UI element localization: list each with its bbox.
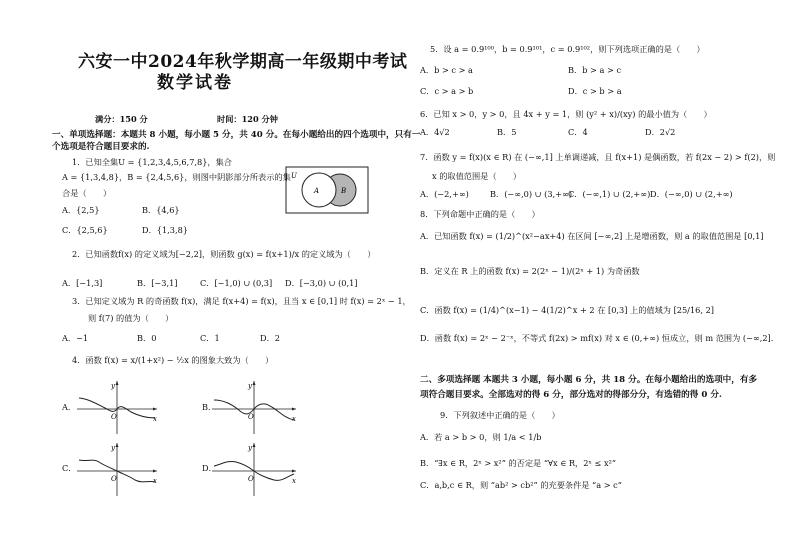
q6-option-b[interactable]: B．5: [497, 127, 517, 137]
q5-option-d[interactable]: D．c > b > a: [568, 86, 622, 96]
exam-time: 时间：120 分钟: [217, 114, 278, 124]
q1-stem: 1．已知全集U = {1,2,3,4,5,6,7,8}，集合: [72, 157, 232, 167]
q7-option-d[interactable]: D．(−∞,0) ∪ (2,+∞): [650, 189, 733, 199]
q4-graph-d[interactable]: [210, 440, 300, 498]
svg-text:O: O: [111, 413, 117, 421]
svg-text:y: y: [111, 444, 115, 452]
q4-option-c[interactable]: C．: [62, 463, 77, 473]
q1-option-d[interactable]: D．{1,3,8}: [142, 225, 189, 235]
venn-diagram: [285, 166, 369, 214]
q5-option-a[interactable]: A．b > c > a: [420, 65, 473, 75]
section1-heading-cont: 个选项是符合题目要求的.: [52, 142, 150, 152]
q6-option-c[interactable]: C．4: [568, 127, 588, 137]
q4-stem: 4．函数 f(x) = x/(1+x²) − ½x 的图象大致为（ ）: [72, 355, 274, 365]
q2-option-d[interactable]: D．[−3,0) ∪ (0,1]: [285, 278, 358, 288]
q2-option-a[interactable]: A．[−1,3]: [62, 278, 103, 288]
q4-graph-a[interactable]: [75, 378, 160, 436]
q8-option-a[interactable]: A．已知函数 f(x) = (1/2)^(x²−ax+4) 在区间 [−∞,2] 上是增函数，则 a 的取值范围是 [0,1]: [420, 231, 764, 241]
q4-option-b[interactable]: B．: [202, 402, 217, 412]
q8-option-c[interactable]: C．函数 f(x) = (1/4)^(x−1) − 4(1/2)^x + 2 在 [0,3] 上的值域为 [25/16, 2]: [420, 305, 714, 315]
svg-text:y: y: [248, 382, 252, 390]
svg-text:x: x: [292, 415, 296, 423]
venn-label-b: B: [341, 187, 347, 195]
section2-heading-cont: 项符合题目要求。全部选对的得 6 分，部分选对的得部分分，有选错的得 0 分.: [420, 390, 722, 400]
venn-label-u: U: [291, 172, 297, 180]
svg-text:x: x: [153, 477, 157, 485]
q7-option-b[interactable]: B．(−∞,0) ∪ (3,+∞): [490, 189, 573, 199]
q2-stem: 2．已知函数f(x) 的定义域为[−2,2]，则函数 g(x) = f(x+1)/x 的定义域为（ ）: [72, 249, 376, 259]
q4-graph-c[interactable]: [75, 440, 160, 498]
q2-option-b[interactable]: B．[−3,1]: [137, 278, 178, 288]
section2-heading: 二、多项选择题 本题共 3 小题，每小题 6 分，共 18 分。在每小题给出的选项中，有多: [420, 375, 758, 385]
q8-option-b[interactable]: B．定义在 R 上的函数 f(x) = 2(2ˣ − 1)/(2ˣ + 1) 为奇函数: [420, 266, 640, 276]
q3-option-b[interactable]: B．0: [137, 333, 157, 343]
svg-text:O: O: [248, 413, 254, 421]
q3-option-d[interactable]: D．2: [260, 333, 280, 343]
q4-option-a[interactable]: A．: [62, 402, 77, 412]
q1-option-a[interactable]: A．{2,5}: [62, 205, 100, 215]
q2-option-c[interactable]: C．[−1,0) ∪ (0,3]: [200, 278, 273, 288]
full-score: 满分：150 分: [95, 114, 148, 124]
q4-option-d[interactable]: D．: [202, 463, 217, 473]
section1-heading: 一、单项选择题：本题共 8 小题，每小题 5 分，共 40 分。在每小题给出的四个选项中，只有一: [52, 130, 421, 140]
svg-text:O: O: [248, 475, 254, 483]
q1-option-b[interactable]: B．{4,6}: [142, 205, 180, 215]
q3-stem-2: 则 f(7) 的值为（ ）: [88, 313, 174, 323]
q3-option-a[interactable]: A．−1: [62, 333, 89, 343]
q7-option-a[interactable]: A．(−2,+∞): [420, 189, 469, 199]
svg-text:x: x: [292, 477, 296, 485]
q9-option-b[interactable]: B．“∃x ∈ R，2ˣ > x²” 的否定是 “∀x ∈ R，2ˣ ≤ x²”: [420, 458, 617, 468]
q1-stem-3: 合是（ ）: [62, 188, 112, 198]
svg-text:y: y: [248, 444, 252, 452]
q6-option-a[interactable]: A．4√2: [420, 127, 450, 137]
svg-text:y: y: [111, 382, 115, 390]
q7-option-c[interactable]: C．(−∞,1) ∪ (2,+∞): [568, 189, 651, 199]
q5-stem: 5．设 a = 0.9¹⁰⁰，b = 0.9¹⁰¹，c = 0.9¹⁰²，则下列选项正确的是（ ）: [430, 44, 705, 54]
q1-option-c[interactable]: C．{2,5,6}: [62, 225, 108, 235]
q5-option-b[interactable]: B．b > a > c: [568, 65, 622, 75]
q3-stem: 3．已知定义域为 R 的奇函数 f(x)，满足 f(x+4) = f(x)，且当 x ∈ [0,1] 时 f(x) = 2ˣ − 1，: [72, 296, 411, 306]
q7-stem: 7．函数 y = f(x)(x ∈ R) 在 (−∞,1] 上单调递减，且 f(x+1) 是偶函数，若 f(2x − 2) > f(2)，则: [420, 152, 776, 162]
q5-option-c[interactable]: C．c > a > b: [420, 86, 474, 96]
svg-text:x: x: [153, 415, 157, 423]
q6-option-d[interactable]: D．2√2: [645, 127, 676, 137]
q3-option-c[interactable]: C．1: [200, 333, 220, 343]
q8-stem: 8．下列命题中正确的是（ ）: [420, 209, 540, 219]
q7-stem-2: x 的取值范围是（ ）: [432, 171, 522, 181]
q4-graph-b[interactable]: [210, 378, 300, 436]
q9-stem: 9．下列叙述中正确的是（ ）: [440, 410, 560, 420]
q9-option-a[interactable]: A．若 a > b > 0，则 1/a < 1/b: [420, 432, 542, 442]
svg-text:O: O: [111, 475, 117, 483]
exam-subtitle: 数学试卷: [157, 73, 233, 93]
q8-option-d[interactable]: D．函数 f(x) = 2ˣ − 2⁻ˣ，不等式 f(2x) > mf(x) 对 x ∈ (0,+∞) 恒成立，则 m 范围为 (−∞,2].: [420, 333, 774, 343]
q6-stem: 6．已知 x > 0，y > 0，且 4x + y = 1，则 (y² + x)/(xy) 的最小值为（ ）: [420, 109, 712, 119]
exam-title: 六安一中2024年秋学期高一年级期中考试: [78, 52, 408, 72]
q9-option-c[interactable]: C．a,b,c ∈ R，则 “ab² > cb²” 的充要条件是 “a > c”: [420, 480, 622, 490]
q1-stem-2: A = {1,3,4,8}，B = {2,4,5,6}，则图中阴影部分所表示的集: [62, 172, 291, 182]
venn-label-a: A: [314, 187, 320, 195]
